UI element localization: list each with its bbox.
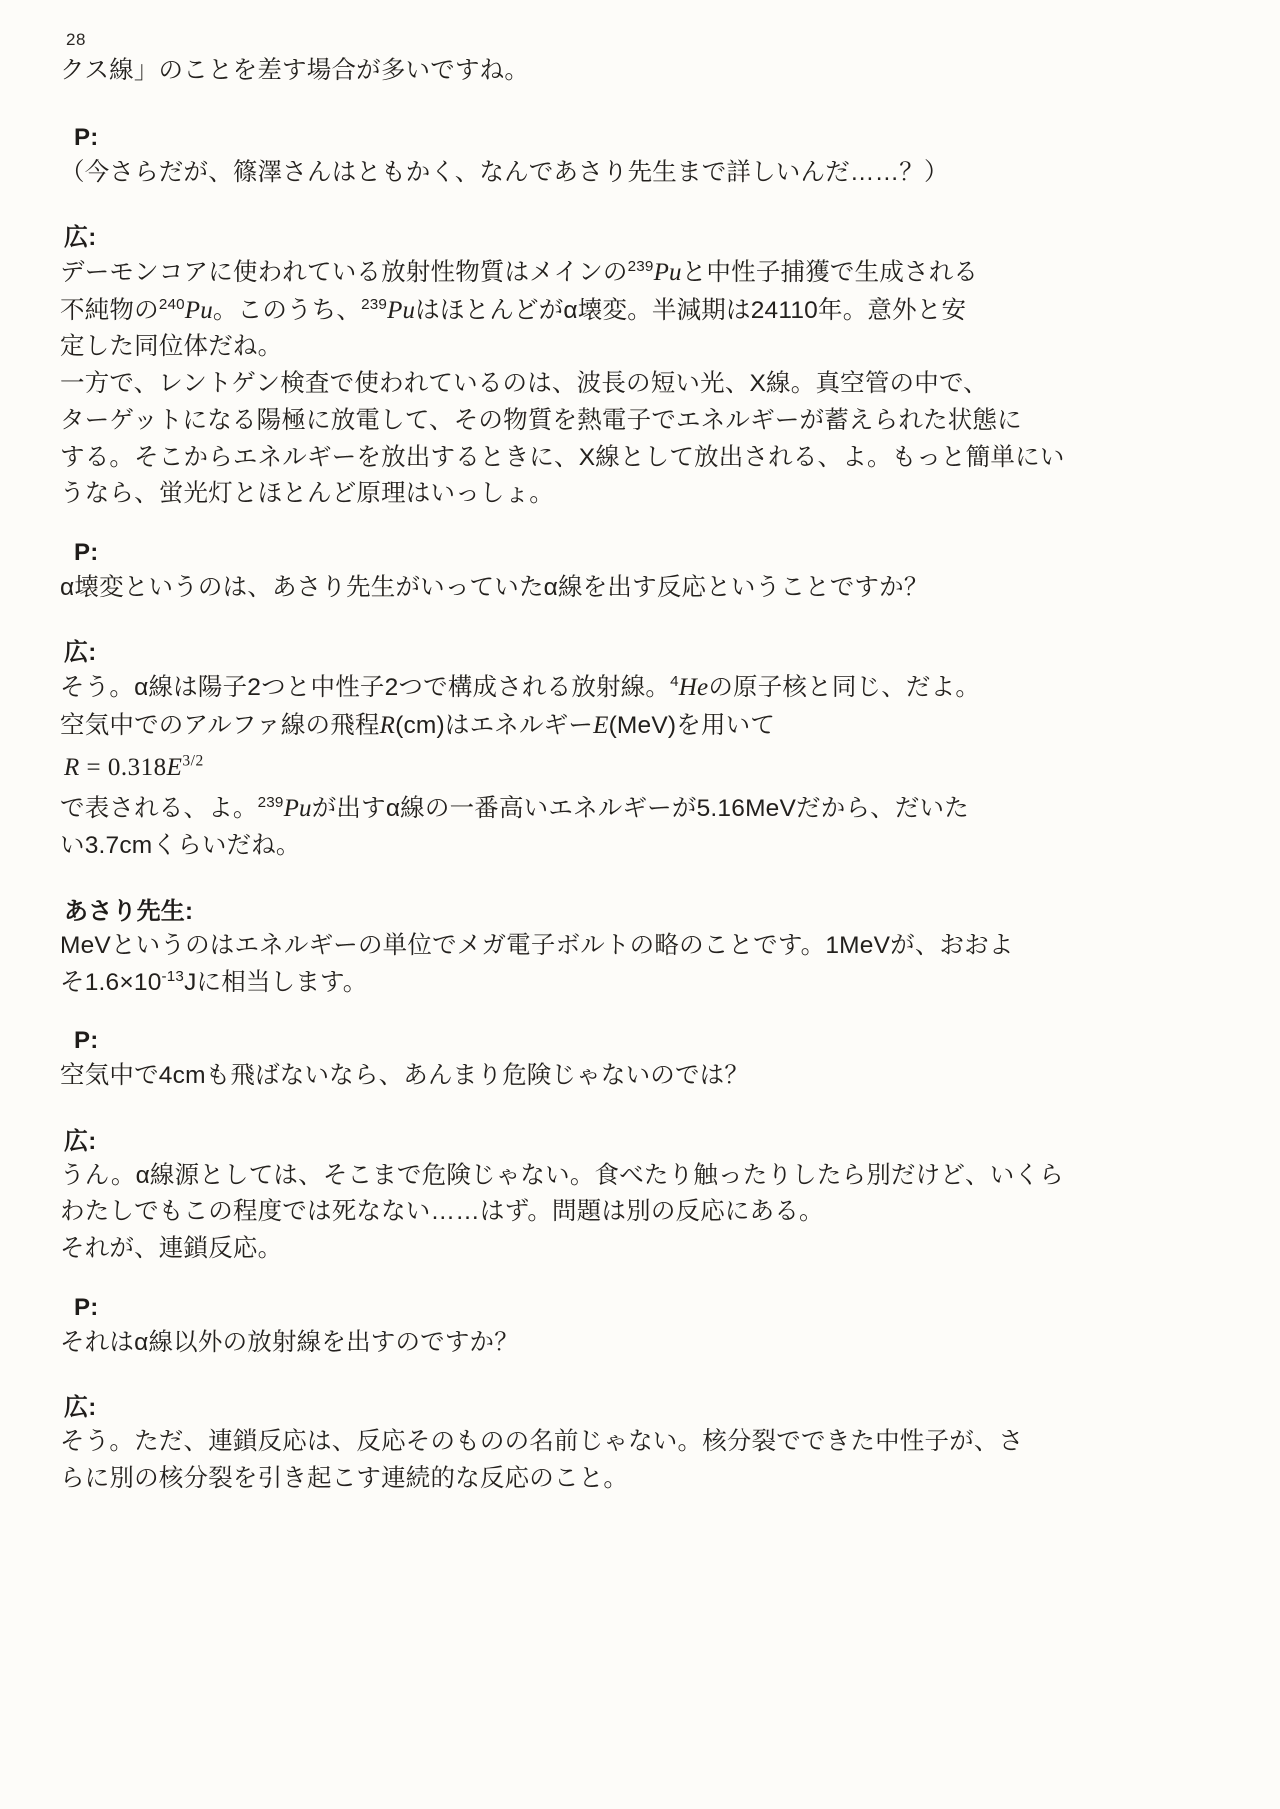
speaker-label: 広: (64, 223, 97, 251)
formula-equals: = (79, 753, 108, 781)
dialogue-line: それはα線以外の放射線を出すのですか？ (60, 1328, 519, 1356)
dialogue-line: 不純物の$^{240}$Pu。このうち、$^{239}$Puはほとんどがα壊変。半減期は24110年。意外と安 (60, 295, 967, 324)
formula-energy-symbol: E (166, 753, 183, 781)
top-fragment-paragraph: クス線」のことを差す場合が多いですね。 (60, 57, 530, 85)
dialogue-block-p-1 (60, 124, 1220, 191)
dialogue-line: α壊変というのは、あさり先生がいっていたα線を出す反応ということですか？ (60, 574, 929, 602)
dialogue-line: うん。α線源としては、そこまで危険じゃない。食べたり触ったりしたら別だけど、いくら (60, 1161, 1064, 1189)
dialogue-body (60, 928, 1220, 1002)
dialogue-line: わたしでもこの程度では死なない……はず。問題は別の反応にある。 (60, 1198, 824, 1226)
dialogue-block-hiro-2 (60, 632, 1220, 865)
dialogue-block-asari-1 (60, 891, 1220, 1002)
dialogue-block-p-4 (60, 1294, 1220, 1361)
dialogue-body (60, 1424, 1220, 1498)
dialogue-line: らに別の核分裂を引き起こす連続的な反応のこと。 (60, 1464, 629, 1492)
dialogue-line: 空気中でのアルファ線の飛程R(cm)はエネルギーE(MeV)を用いて (60, 712, 776, 740)
dialogue-block-hiro-1 (60, 217, 1220, 513)
dialogue-line: うなら、蛍光灯とほとんど原理はいっしょ。 (60, 480, 554, 508)
speaker-label: P: (74, 539, 99, 567)
dialogue-line: そう。α線は陽子2つと中性子2つで構成される放射線。$^4$Heの原子核と同じ、だよ。 (60, 673, 981, 702)
dialogue-line: デーモンコアに使われている放射性物質はメインの$^{239}$Puと中性子捕獲で生成される (60, 257, 979, 286)
dialogue-block-p-3 (60, 1027, 1220, 1094)
dialogue-line: する。そこからエネルギーを放出するときに、X線として放出される、よ。もっと簡単にい (60, 443, 1065, 471)
dialogue-body (60, 1158, 1220, 1268)
page-number: 28 (66, 30, 86, 49)
dialogue-block-p-2 (60, 539, 1220, 606)
speaker-label: 広: (64, 1127, 97, 1155)
speaker-label: あさり先生: (64, 897, 194, 925)
dialogue-line: 空気中で4cmも飛ばないなら、あんまり危険じゃないのでは？ (60, 1062, 750, 1090)
dialogue-line: （今さらだが、篠澤さんはともかく、なんであさり先生まで詳しいんだ……？） (60, 158, 949, 186)
dialogue-line: そ$1.6\times 10^{-13}J$に相当します。 (60, 967, 368, 996)
dialogue-line: それが、連鎖反応。 (60, 1235, 283, 1263)
speaker-label: 広: (64, 639, 97, 667)
alpha-range-formula (64, 749, 1220, 787)
dialogue-body (60, 669, 1220, 865)
formula-coefficient: 0.318 (107, 753, 167, 781)
speaker-label: P: (74, 123, 99, 151)
dialogue-line: い3.7cmくらいだね。 (60, 832, 301, 860)
speaker-label: 広: (64, 1394, 97, 1422)
dialogue-line: そう。ただ、連鎖反応は、反応そのものの名前じゃない。核分裂でできた中性子が、さ (60, 1428, 1024, 1456)
dialogue-block-hiro-3 (60, 1121, 1220, 1268)
dialogue-line: ターゲットになる陽極に放電して、その物質を熱電子でエネルギーが蓄えられた状態に (60, 406, 1022, 434)
formula-exponent: 3/2 (182, 752, 204, 770)
dialogue-line: MeVというのはエネルギーの単位でメガ電子ボルトの略のことです。1MeVが、おおよ (60, 931, 1014, 959)
formula-variable: R (64, 753, 80, 781)
dialogue-body (60, 254, 1220, 513)
dialogue-block-hiro-4 (60, 1387, 1220, 1498)
dialogue-line: 一方で、レントゲン検査で使われているのは、波長の短い光、X線。真空管の中で、 (60, 370, 988, 398)
dialogue-line: で表される、よ。$^{239}$Puが出すα線の一番高いエネルギーが5.16MeVだから、だいた (60, 794, 969, 823)
speaker-label: P: (74, 1027, 99, 1055)
dialogue-line: 定した同位体だね。 (60, 333, 283, 361)
speaker-label: P: (74, 1293, 99, 1321)
